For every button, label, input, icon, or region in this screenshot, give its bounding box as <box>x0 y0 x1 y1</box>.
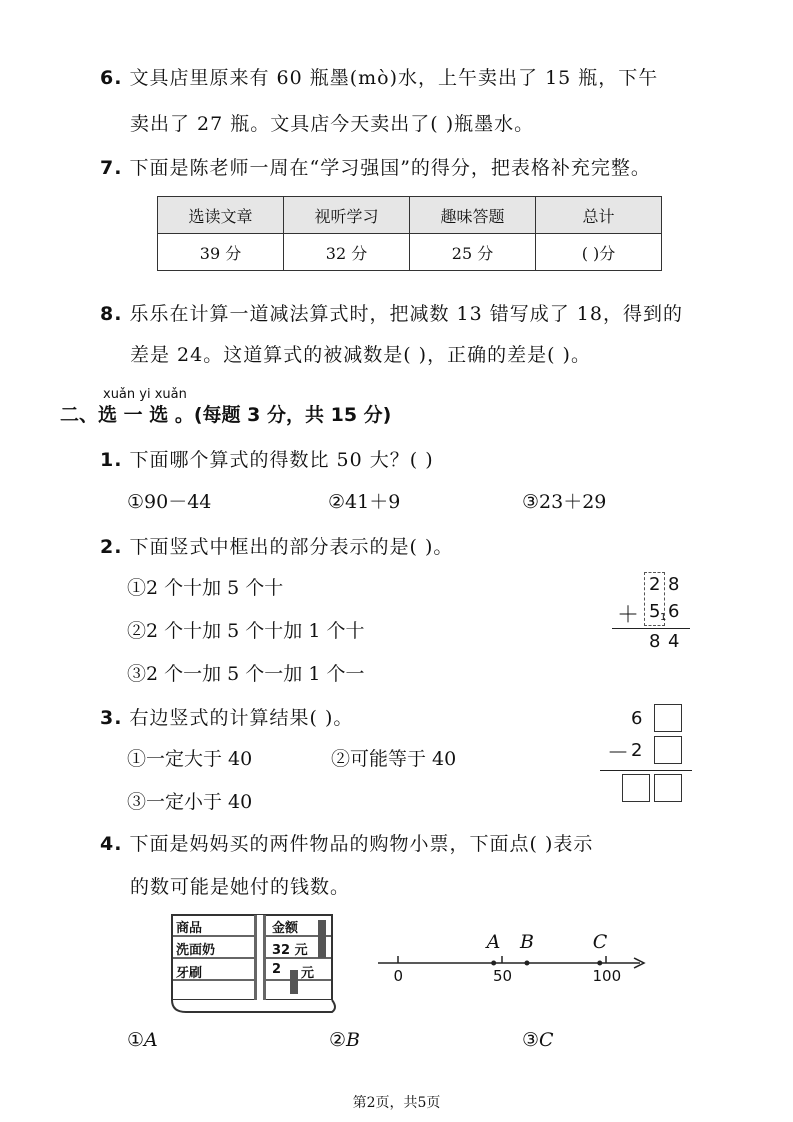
s2q2-option-1[interactable]: ①2 个十加 5 个十 <box>127 577 284 599</box>
s2q2-text: 下面竖式中框出的部分表示的是( )。 <box>129 536 454 558</box>
s2q4 <box>100 832 593 856</box>
difference-line <box>600 770 692 771</box>
q6-line2: 卖出了 27 瓶。文具店今天卖出了( )瓶墨水。 <box>130 113 535 135</box>
number-line <box>372 925 652 995</box>
q7-number: 7. <box>100 157 123 179</box>
s2q4-line1: 下面是妈妈买的两件物品的购物小票，下面点( )表示 <box>129 833 594 855</box>
s2q2 <box>100 535 453 559</box>
receipt-item-2: 牙刷 <box>176 966 203 981</box>
section2-note: (每题 3 分，共 15 分) <box>193 404 392 426</box>
s2q4-option-3-marker: ③ <box>522 1029 540 1051</box>
addend1-tens: 2 <box>649 574 661 595</box>
s2q3 <box>100 706 353 730</box>
receipt-header-amount: 金额 <box>272 921 299 936</box>
s2q4-option-2[interactable] <box>329 1028 360 1052</box>
score-table <box>157 196 662 271</box>
s2q3-text: 右边竖式的计算结果( )。 <box>129 707 354 729</box>
header-cell-total: 总计 <box>536 197 662 234</box>
q6-number: 6. <box>100 67 123 89</box>
point-label-A: A <box>486 931 501 953</box>
tick-label-100: 100 <box>592 967 622 985</box>
minuend-tens: 6 <box>631 708 643 729</box>
s2q1-text: 下面哪个算式的得数比 50 大？( ) <box>129 449 434 471</box>
q6-line1: 文具店里原来有 60 瓶墨(mò)水，上午卖出了 15 瓶，下午 <box>129 67 659 89</box>
point-label-C: C <box>592 931 608 953</box>
receipt-amount-1: 32 元 <box>272 943 308 958</box>
value-cell-total-blank[interactable]: ( )分 <box>536 234 662 271</box>
sum-tens: 8 <box>649 631 661 652</box>
receipt-item-1: 洗面奶 <box>176 943 216 958</box>
s2q4-line2: 的数可能是她付的钱数。 <box>130 876 351 898</box>
s2q3-option-1[interactable]: ①一定大于 40 <box>127 748 253 770</box>
difference-ones-box[interactable] <box>654 774 682 802</box>
subtrahend-ones-box[interactable] <box>654 736 682 764</box>
receipt-header-item: 商品 <box>176 921 203 936</box>
q8-number: 8. <box>100 303 123 325</box>
addend2-tens: 5 <box>649 601 661 622</box>
point-A <box>491 961 496 966</box>
difference-tens-box[interactable] <box>622 774 650 802</box>
s2q4-option-1[interactable] <box>127 1028 158 1052</box>
header-cell-articles: 选读文章 <box>158 197 284 234</box>
s2q1 <box>100 448 434 472</box>
s2q3-option-2[interactable]: ②可能等于 40 <box>331 748 457 770</box>
value-cell-quiz: 25 分 <box>410 234 536 271</box>
score-table-values <box>158 234 662 271</box>
q6 <box>100 66 658 90</box>
minus-sign: － <box>607 741 630 766</box>
q8-line2: 差是 24。这道算式的被减数是( )，正确的差是( )。 <box>130 344 591 366</box>
s2q3-number: 3. <box>100 707 123 729</box>
q7 <box>100 156 651 180</box>
point-C <box>597 961 602 966</box>
score-table-header <box>158 197 662 234</box>
subtrahend-tens: 2 <box>631 740 643 761</box>
s2q4-option-2-letter: B <box>346 1029 361 1051</box>
sum-ones: 4 <box>668 631 680 652</box>
s2q1-option-1[interactable]: ①90－44 <box>127 491 212 513</box>
tick-label-50: 50 <box>493 967 513 985</box>
addend2-ones: 6 <box>668 601 680 622</box>
addend1-ones: 8 <box>668 574 680 595</box>
point-label-B: B <box>519 931 534 953</box>
value-cell-articles: 39 分 <box>158 234 284 271</box>
s2q2-option-2[interactable]: ②2 个十加 5 个十加 1 个十 <box>127 620 365 642</box>
tick-label-0: 0 <box>393 967 404 985</box>
s2q4-option-3-letter: C <box>539 1029 554 1051</box>
value-cell-video: 32 分 <box>284 234 410 271</box>
carry-digit: 1 <box>660 612 667 623</box>
receipt-amount-2-digit: 2 <box>272 962 282 977</box>
shopping-receipt <box>168 912 338 1017</box>
section2-heading <box>60 403 391 427</box>
s2q2-number: 2. <box>100 536 123 558</box>
point-B <box>524 961 529 966</box>
minuend-ones-box[interactable] <box>654 704 682 732</box>
s2q3-option-3[interactable]: ③一定小于 40 <box>127 791 253 813</box>
q8-line1: 乐乐在计算一道减法算式时，把减数 13 错写成了 18，得到的 <box>129 303 683 325</box>
q7-text: 下面是陈老师一周在“学习强国”的得分，把表格补充完整。 <box>129 157 651 179</box>
receipt-amount-2-unit: 元 <box>301 966 315 981</box>
s2q4-number: 4. <box>100 833 123 855</box>
plus-sign: ＋ <box>617 603 640 628</box>
page-footer: 第2页，共5页 <box>352 1095 441 1111</box>
header-cell-video: 视听学习 <box>284 197 410 234</box>
s2q1-option-2[interactable]: ②41＋9 <box>328 491 401 513</box>
sum-line <box>612 628 690 629</box>
s2q4-option-3[interactable] <box>522 1028 554 1052</box>
q8 <box>100 302 683 326</box>
section2-title: 二、选 一 选 。 <box>60 404 194 426</box>
s2q4-option-2-marker: ② <box>329 1029 347 1051</box>
s2q4-option-1-marker: ① <box>127 1029 145 1051</box>
vertical-addition <box>600 570 700 660</box>
s2q4-option-1-letter: A <box>144 1029 158 1051</box>
s2q1-option-3[interactable]: ③23＋29 <box>522 491 607 513</box>
vertical-subtraction <box>600 700 700 810</box>
s2q2-option-3[interactable]: ③2 个一加 5 个一加 1 个一 <box>127 663 365 685</box>
section2-pinyin: xuǎn yi xuǎn <box>103 387 187 402</box>
header-cell-quiz: 趣味答题 <box>410 197 536 234</box>
s2q1-number: 1. <box>100 449 123 471</box>
